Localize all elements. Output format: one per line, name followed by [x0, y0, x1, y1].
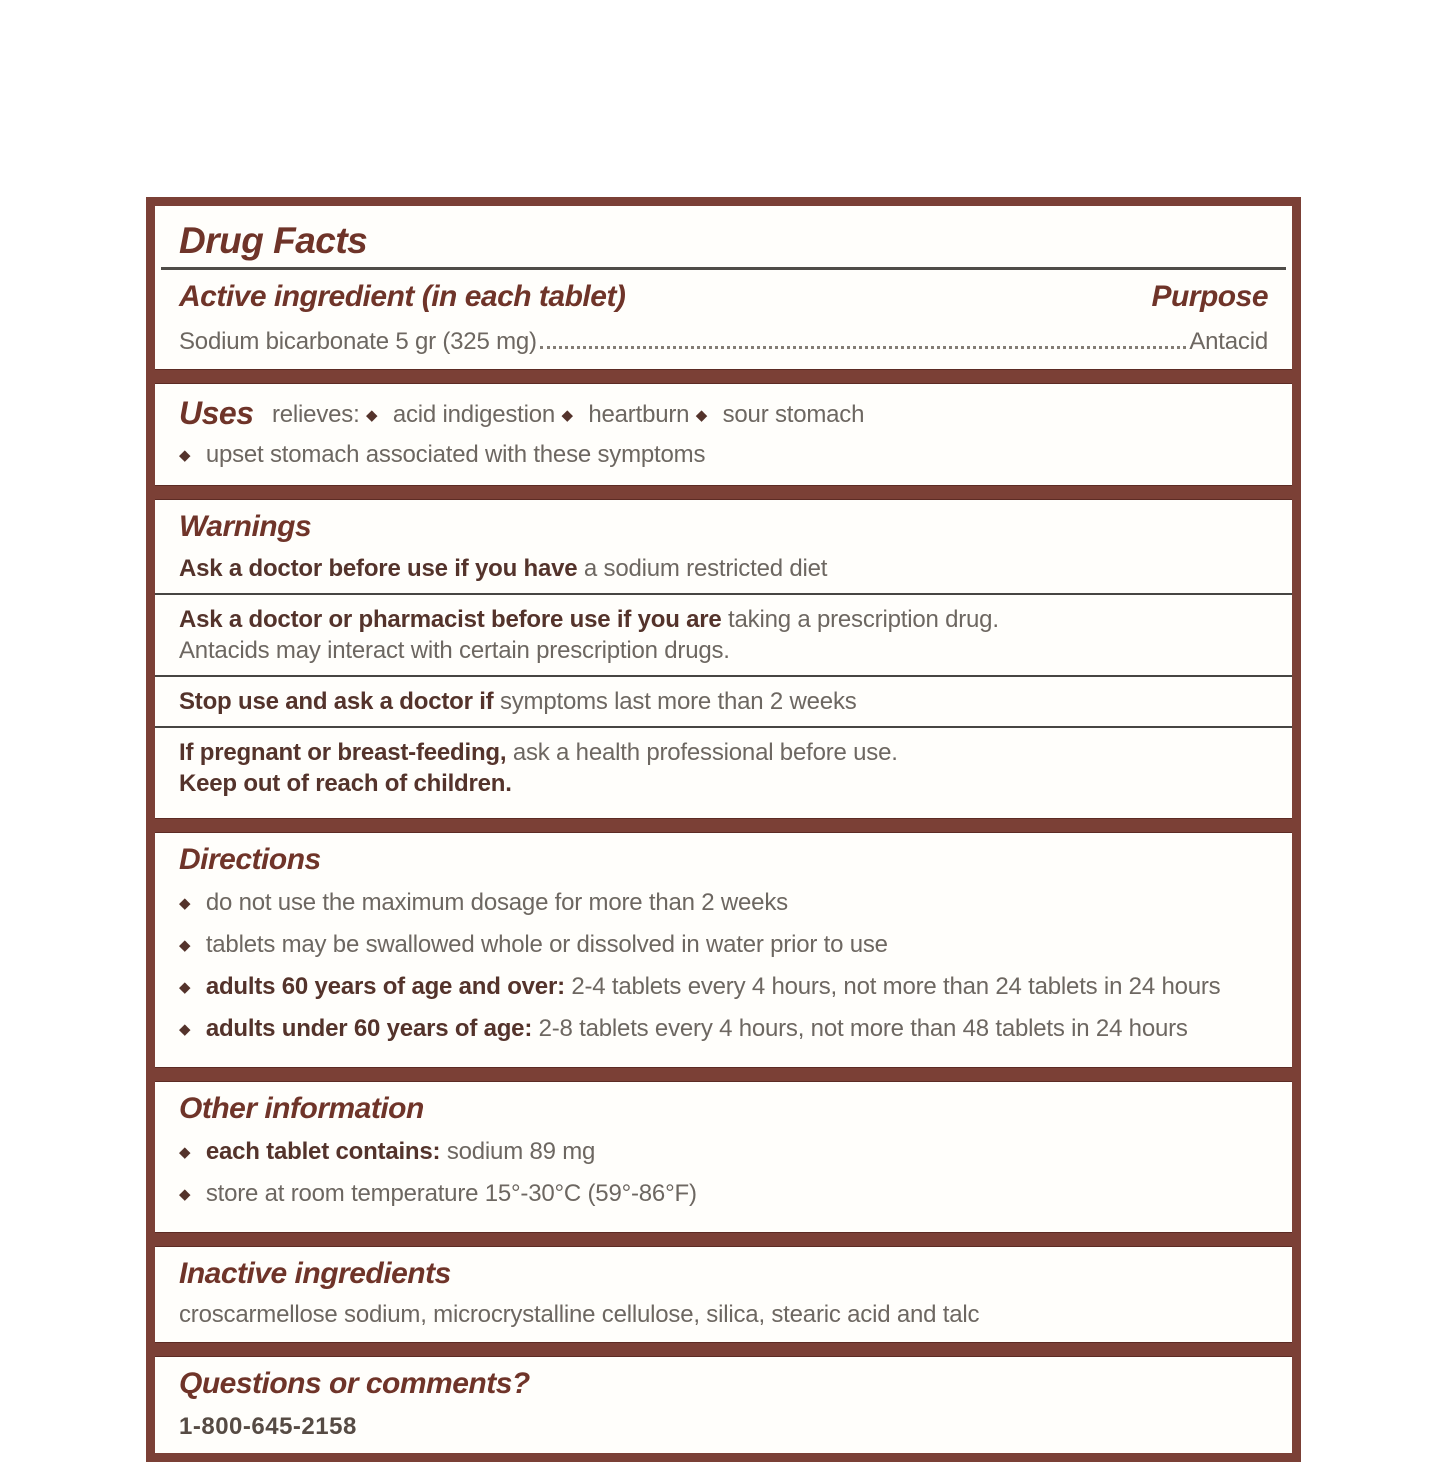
section-divider-bar: [155, 1232, 1292, 1247]
section-questions: [155, 1357, 1292, 1453]
drug-facts-label: [146, 197, 1301, 1462]
diamond-bullet-icon: ◆: [366, 407, 378, 424]
section-warnings: [155, 500, 1292, 818]
title-rule: [161, 267, 1286, 270]
section-divider-bar: [155, 1067, 1292, 1082]
warnings-heading: Warnings: [179, 510, 312, 543]
diamond-bullet-icon: ◆: [695, 407, 708, 424]
warning-rule: [155, 726, 1292, 728]
phone-number: 1-800-645-2158: [179, 1413, 357, 1440]
inactive-ingredients-heading: Inactive ingredients: [179, 1257, 451, 1290]
section-divider-bar: [155, 818, 1292, 833]
purpose-heading: Purpose: [1151, 280, 1268, 313]
warning-row: If pregnant or breast-feeding, ask a health professional before use. Keep out of reach of children.: [179, 739, 898, 797]
questions-heading: Questions or comments?: [179, 1367, 530, 1400]
diamond-bullet-icon: ◆: [179, 937, 191, 954]
section-other-information: [155, 1082, 1292, 1232]
diamond-bullet-icon: ◆: [179, 1186, 191, 1203]
diamond-bullet-icon: ◆: [179, 1021, 191, 1038]
direction-item: ◆ adults under 60 years of age: 2-8 tablets every 4 hours, not more than 48 tablets in 24 hours: [179, 1015, 1188, 1042]
warning-row: Ask a doctor before use if you have a sodium restricted diet: [179, 555, 828, 582]
section-divider-bar: [155, 369, 1292, 384]
direction-item: ◆ adults 60 years of age and over: 2-4 tablets every 4 hours, not more than 24 tablets in 24 hours: [179, 973, 1221, 1000]
active-ingredient-heading: Active ingredient (in each tablet): [179, 280, 626, 313]
warning-rule: [155, 593, 1292, 595]
direction-item: ◆ do not use the maximum dosage for more than 2 weeks: [179, 889, 788, 916]
section-divider-bar: [155, 485, 1292, 500]
section-inactive-ingredients: [155, 1247, 1292, 1342]
uses-item: heartburn: [588, 401, 690, 428]
uses-heading: Uses: [179, 395, 254, 431]
diamond-bullet-icon: ◆: [179, 979, 191, 996]
warning-row: Ask a doctor or pharmacist before use if you are taking a prescription drug. Antacids may interact with certain prescription drugs.: [179, 606, 999, 664]
uses-item: sour stomach: [722, 401, 865, 428]
warning-rule: [155, 675, 1292, 677]
section-divider-bar: [155, 1342, 1292, 1357]
purpose-value: Antacid: [1189, 328, 1268, 355]
diamond-bullet-icon: ◆: [561, 407, 573, 424]
directions-heading: Directions: [179, 843, 321, 876]
other-info-item: ◆ store at room temperature 15°-30°C (59°-86°F): [179, 1180, 697, 1207]
section-directions: [155, 833, 1292, 1067]
dotted-leader: [540, 346, 1187, 349]
other-information-heading: Other information: [179, 1092, 424, 1125]
diamond-bullet-icon: ◆: [179, 447, 191, 464]
uses-item: acid indigestion: [392, 401, 556, 428]
diamond-bullet-icon: ◆: [179, 1144, 191, 1161]
drug-facts-title: Drug Facts: [179, 220, 368, 261]
active-ingredient-name: Sodium bicarbonate 5 gr (325 mg): [179, 328, 537, 355]
inactive-ingredients-text: croscarmellose sodium, microcrystalline cellulose, silica, stearic acid and talc: [179, 1301, 980, 1328]
uses-intro: relieves:: [271, 401, 360, 428]
other-info-item: ◆ each tablet contains: sodium 89 mg: [179, 1138, 596, 1165]
direction-item: ◆ tablets may be swallowed whole or dissolved in water prior to use: [179, 931, 888, 958]
diamond-bullet-icon: ◆: [179, 895, 191, 912]
section-uses: [155, 384, 1292, 485]
uses-item: upset stomach associated with these symptoms: [205, 441, 706, 468]
warning-row: Stop use and ask a doctor if symptoms last more than 2 weeks: [179, 688, 857, 715]
section-active-ingredient: [155, 206, 1292, 369]
